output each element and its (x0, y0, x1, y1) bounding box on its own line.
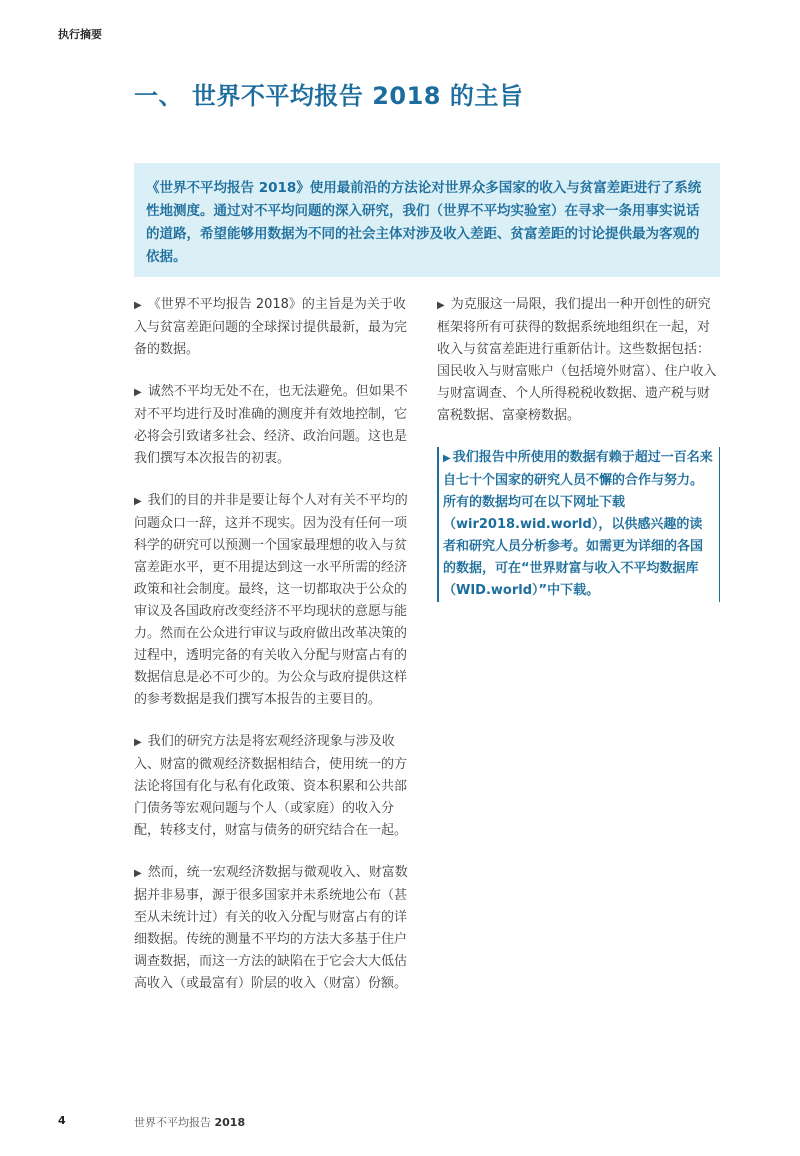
paragraph-5 (134, 862, 417, 995)
paragraph-4 (134, 731, 417, 842)
bullet-icon: ▶ (134, 300, 142, 311)
bullet-icon: ▶ (437, 300, 445, 311)
paragraph-3 (134, 490, 417, 711)
paragraph-2 (134, 381, 417, 470)
paragraph-1 (134, 294, 417, 361)
left-column (134, 294, 417, 1015)
bullet-icon: ▶ (443, 453, 451, 464)
page-title: 一、 世界不平均报告 2018 的主旨 (134, 82, 524, 110)
footer-report-year: 2018 (214, 1116, 246, 1129)
summary-box: 《世界不平均报告 2018》使用最前沿的方法论对世界众多国家的收入与贫富差距进行了系统性地测度。通过对不平均问题的深入研究，我们（世界不平均实验室）在寻求一条用事实说话的道路，希望能够用数据为不同的社会主体对涉及收入差距、贫富差距的讨论提供最为客观的依据。 (134, 163, 720, 277)
paragraph-6 (437, 294, 720, 427)
paragraph-text: 我们的研究方法是将宏观经济现象与涉及收入、财富的微观经济数据相结合，使用统一的方法论将国有化与私有化政策、资本积累和公共部门债务等宏观问题与个人（或家庭）的收入分配，转移支付，财富与债务的研究结合在一起。 (134, 734, 408, 838)
paragraph-text: 我们的目的并非是要让每个人对有关不平均的问题众口一辞，这并不现实。因为没有任何一项科学的研究可以预测一个国家最理想的收入与贫富差距水平，更不用提达到这一水平所需的经济政策和社会制度。最终，这一切都取决于公众的审议及各国政府改变经济不平均现状的意愿与能力。然而在公众进行审议与政府做出改革决策的过程中，透明完备的有关收入分配与财富占有的数据信息是必不可少的。为公众与政府提供这样的参考数据是我们撰写本报告的主要目的。 (134, 493, 408, 707)
footer-report-name: 世界不平均报告 (134, 1116, 211, 1129)
data-callout (437, 447, 720, 602)
bullet-icon: ▶ (134, 387, 142, 398)
section-label: 执行摘要 (58, 28, 102, 41)
paragraph-text: 然而，统一宏观经济数据与微观收入、财富数据并非易事，源于很多国家并未系统地公布（甚至从未统计过）有关的收入分配与财富占有的详细数据。传统的测量不平均的方法大多基于住户调查数据，而这一方法的缺陷在于它会大大低估高收入（或最富有）阶层的收入（财富）份额。 (134, 865, 408, 991)
bullet-icon: ▶ (134, 737, 142, 748)
right-column (437, 294, 720, 602)
bullet-icon: ▶ (134, 868, 142, 879)
footer-report-title (134, 1114, 245, 1130)
page-number: 4 (58, 1114, 66, 1127)
callout-text: 我们报告中所使用的数据有赖于超过一百名来自七十个国家的研究人员不懈的合作与努力。所有的数据均可在以下网址下载（wir2018.wid.world），以供感兴趣的读者和研究人员分析参考。如需更为详细的各国的数据，可在“世界财富与收入不平均数据库（WID.world）”中下载。 (443, 450, 713, 598)
paragraph-text: 《世界不平均报告 2018》的主旨是为关于收入与贫富差距问题的全球探讨提供最新，最为完备的数据。 (134, 297, 408, 357)
bullet-icon: ▶ (134, 496, 142, 507)
paragraph-text: 为克服这一局限，我们提出一种开创性的研究框架将所有可获得的数据系统地组织在一起，对收入与贫富差距进行重新估计。这些数据包括：国民收入与财富账户（包括境外财富）、住户收入与财富调查、个人所得税税收数据、遗产税与财富税数据、富豪榜数据。 (437, 297, 717, 423)
paragraph-text: 诚然不平均无处不在，也无法避免。但如果不对不平均进行及时准确的测度并有效地控制，它必将会引致诸多社会、经济、政治问题。这也是我们撰写本次报告的初衷。 (134, 384, 408, 466)
